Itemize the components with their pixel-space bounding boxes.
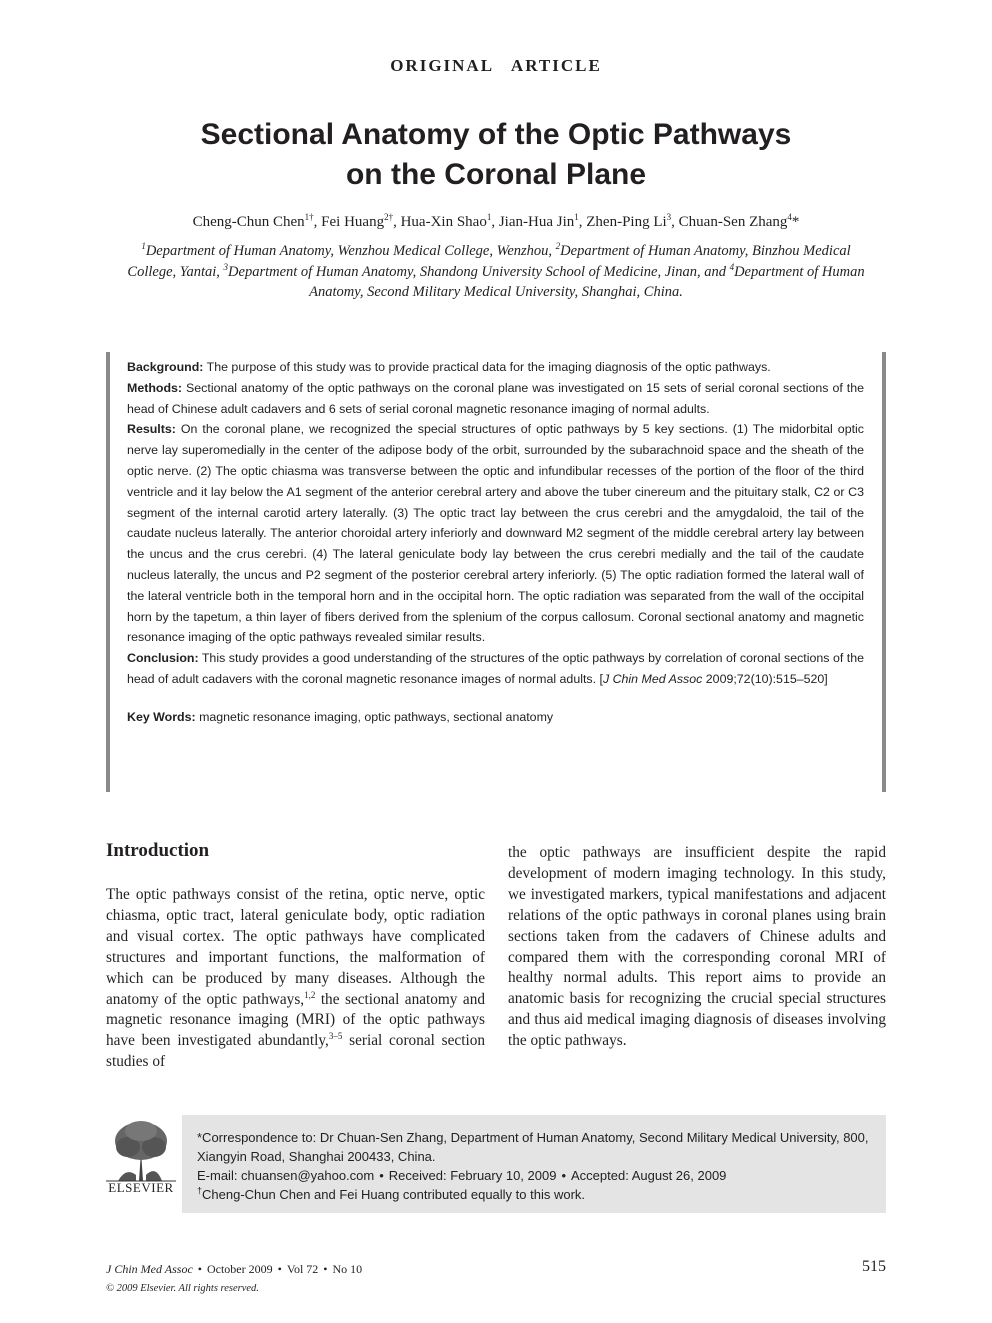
abstract-methods: Methods: Sectional anatomy of the optic pathways on the coronal plane was investigated on 15 sets of serial coronal sections of the head of Chinese adult cadavers and 6 sets of serial coronal magnetic resonance imaging of normal adults. [127, 380, 864, 416]
abstract-results: Results: On the coronal plane, we recognized the special structures of optic pathways by 5 key sections. (1) The midorbital optic nerve lay superomedially in the center of the adipose body of the orbit, surrounded by the subarachnoid space and the sheath of the optic nerve. (2) The optic chiasma was transverse between the optic and infundibular recesses of the portion of the floor of the third ventricle and it lay below the A1 segment of the anterior cerebral artery and above the tuber cinereum and the pituitary stalk, C2 or C3 segment of the internal carotid artery laterally. (3) The optic tract lay between the crus cerebri and the amygdaloid, the tail of the caudate nucleus laterally. The anterior choroidal artery inferiorly and downward M2 segment of the middle cerebral artery lay between the uncus and the crus cerebri. (4) The lateral geniculate body lay between the crus cerebri medially and the tail of the caudate nucleus laterally, the uncus and P2 segment of the posterior cerebral artery inferiorly. (5) The optic radiation formed the lateral wall of the lateral ventricle both in the temporal horn and in the occipital horn. The optic radiation was separated from the wall of the occipital horn by the tapetum, a thin layer of fibers derived from the splenium of the corpus callosum. Coronal sectional anatomy and magnetic resonance imaging of the optic pathways revealed similar results. [127, 422, 864, 645]
abstract-background: Background: The purpose of this study was to provide practical data for the imaging diagnosis of the optic pathways. [127, 360, 771, 374]
abstract-conclusion: Conclusion: This study provides a good understanding of the structures of the optic pathways by correlation of coronal sections of the head of adult cadavers with the coronal magnetic resonance images of normal adults. [J Chin Med Assoc 2009;72(10):515–520] [127, 651, 864, 686]
journal-footer: J Chin Med Assoc • October 2009 • Vol 72 • No 10 [106, 1262, 363, 1276]
author: Cheng-Chun Chen$^{1\dagger}$, [192, 212, 322, 230]
author: Zhen-Ping Li$^3$, [586, 212, 679, 230]
title-line-1: Sectional Anatomy of the Optic Pathways [200, 118, 792, 151]
affiliation: Department of Human Anatomy, Second Military Medical University, Shanghai, China. [309, 263, 865, 300]
page-number: 515 [862, 1258, 886, 1275]
author: Chuan-Sen Zhang$^4$* [678, 212, 800, 230]
abstract-keywords: Key Words: magnetic resonance imaging, optic pathways, sectional anatomy [127, 709, 554, 724]
affiliation: Department of Human Anatomy, Binzhou Medical College, Yantai, [127, 243, 851, 280]
intro-column-1: The optic pathways consist of the retina, optic nerve, optic chiasma, optic tract, lateral geniculate body, optic radiation and visual cortex. The optic pathways have complicated structures and important functions, the malformation of which can be produced by many diseases. Although the anatomy of the optic pathways,$^{1,2}$ the sectional anatomy and magnetic resonance imaging (MRI) of the optic pathways have been investigated abundantly,$^{3-5}$ serial coronal section studies of [106, 886, 485, 1071]
affiliations: $^1$Department of Human Anatomy, Wenzhou Medical College, Wenzhou, $^2$Department of Human Anatomy, Binzhou Medical College, Yantai, $^3$Department of Human Anatomy, Shandong University School of Medicine, Jinan, and $^4$Department of Human Anatomy, Second Military Medical University, Shanghai, China. [127, 241, 865, 300]
affiliation: Department of Human Anatomy, Wenzhou Medical College, Wenzhou, [145, 243, 556, 259]
author: Jian-Hua Jin$^1$, [498, 212, 587, 230]
abstract-box [106, 352, 886, 792]
publisher-logo-text: ELSEVIER [108, 1180, 174, 1195]
author-list [96, 214, 896, 231]
correspondence-box [182, 1115, 886, 1213]
article-title [96, 115, 896, 195]
citation-ref[interactable]: 3–5 [328, 1031, 343, 1042]
intro-column-2: the optic pathways are insufficient despite the rapid development of modern imaging technology. In this study, we investigated markers, typical manifestations and adjacent relations of the optic pathways in coronal planes using brain sections taken from the cadavers of Chinese adults and compared them with the corresponding coronal MRI of healthy normal adults. This report aims to provide an anatomic basis for recognizing the crucial special structures and thus aid medical imaging diagnosis of diseases involving the optic pathways. [508, 844, 886, 1050]
equal-contribution-note: †Cheng-Chun Chen and Fei Huang contributed equally to this work. [197, 1185, 586, 1202]
section-heading-introduction: Introduction [106, 840, 210, 861]
title-line-2: on the Coronal Plane [345, 158, 647, 191]
correspondence-dates: E-mail: chuansen@yahoo.com • Received: February 10, 2009 • Accepted: August 26, 2009 [197, 1168, 727, 1183]
author: Hua-Xin Shao$^1$, [400, 212, 499, 230]
correspondence-address: *Correspondence to: Dr Chuan-Sen Zhang, Department of Human Anatomy, Second Military Medical University, 800, Xiangyin Road, Shanghai 200433, China. [197, 1130, 869, 1164]
article-type-label: ORIGINAL ARTICLE [390, 56, 602, 75]
citation-ref[interactable]: 1,2 [304, 989, 316, 1000]
correspondence-email[interactable]: E-mail: chuansen@yahoo.com [197, 1168, 375, 1183]
author: Fei Huang$^{2\dagger}$, [321, 212, 401, 230]
affiliation: Department of Human Anatomy, Shandong University School of Medicine, Jinan, and [228, 263, 730, 280]
copyright-notice: © 2009 Elsevier. All rights reserved. [106, 1283, 259, 1294]
